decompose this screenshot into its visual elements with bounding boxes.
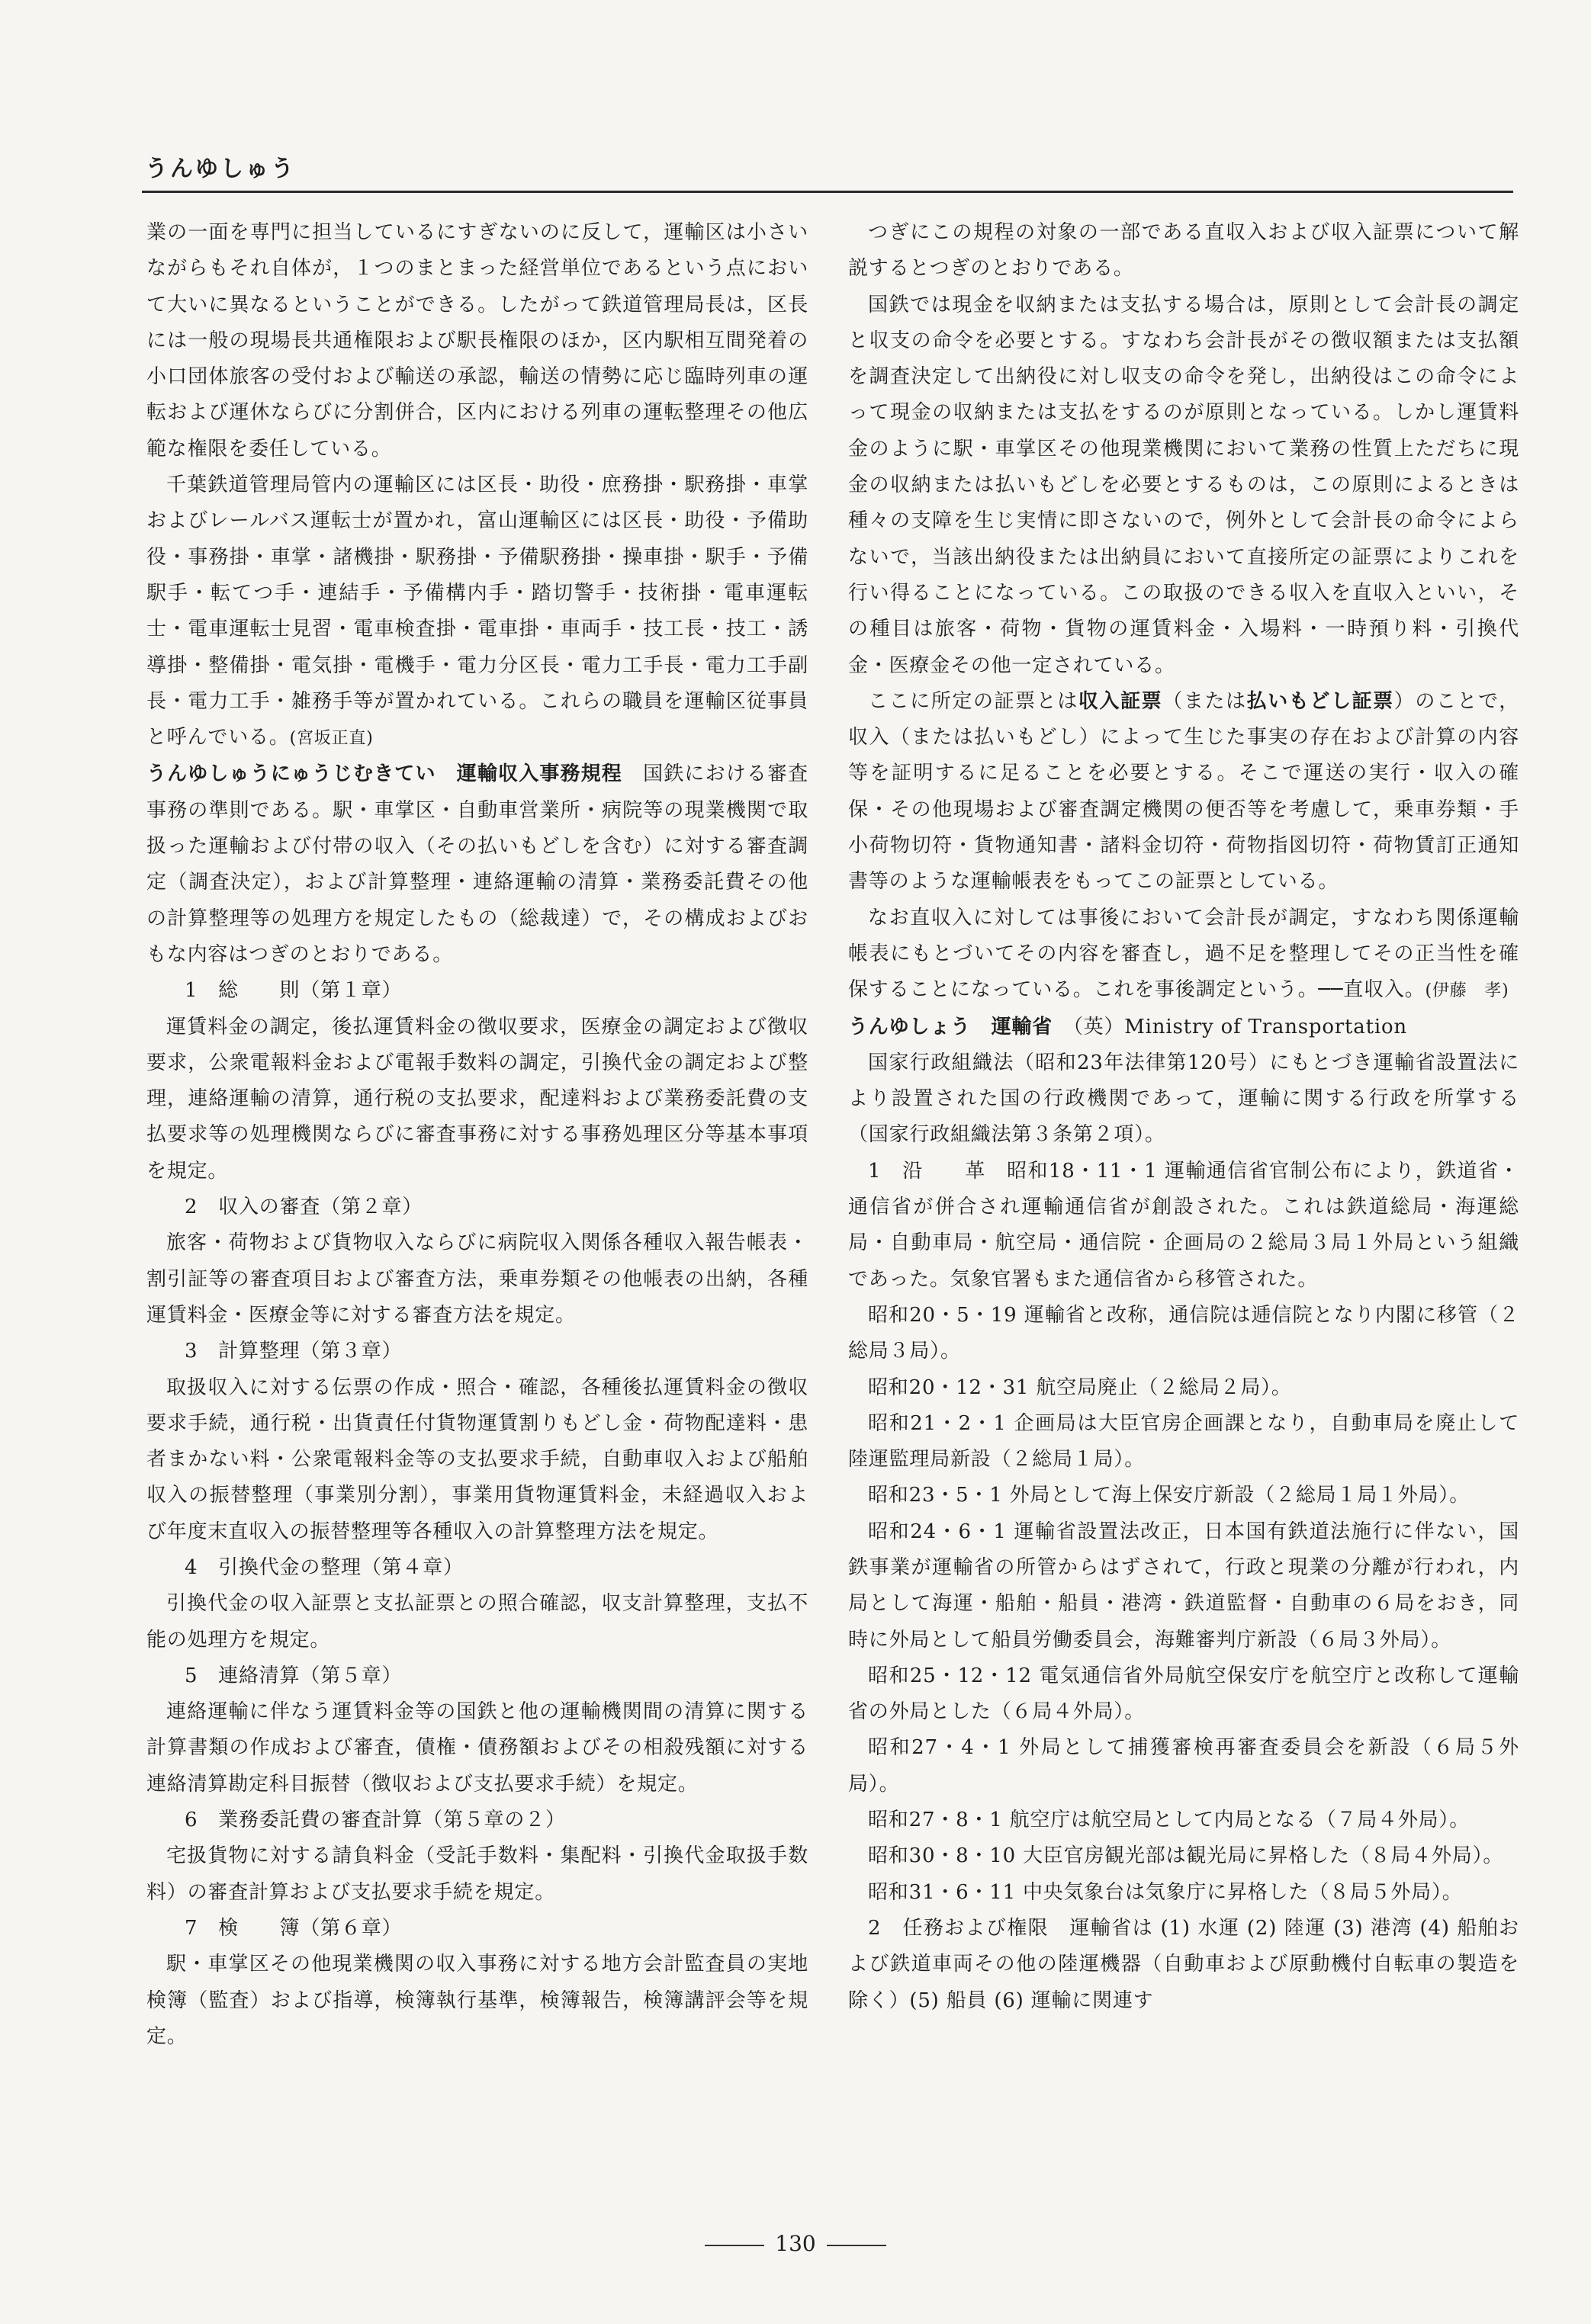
right-column bbox=[848, 215, 1519, 2019]
paragraph bbox=[146, 467, 808, 756]
paragraph bbox=[848, 1478, 1519, 1513]
paragraph-text: 引換代金の収入証票と支払証票との照合確認，収支計算整理，支払不能の処理方を規定。 bbox=[146, 1592, 808, 1652]
dictionary-entry bbox=[146, 756, 808, 973]
section-heading bbox=[146, 973, 808, 1009]
paragraph-text: 昭和25・12・12 電気通信省外局航空保安庁を航空庁と改称して運輸省の外局とした（６局４外局）。 bbox=[848, 1664, 1519, 1724]
section-heading bbox=[146, 1911, 808, 1947]
paragraph bbox=[146, 1838, 808, 1911]
paragraph-text: ）のことで，収入（または払いもどし）によって生じた事実の存在および計算の内容等を証明するに足ることを必要とする。そこで運送の実行・収入の確保・その他現場および審査調定機関の便否等を考慮して，乗車券類・手小荷物切符・貨物通知書・諸料金切符・荷物指図切符・荷物賃訂正通知書等のような運輸帳表をもってこの証票としている。 bbox=[848, 689, 1519, 894]
paragraph bbox=[848, 1875, 1519, 1911]
paragraph-text: 3 計算整理（第３章） bbox=[185, 1340, 403, 1363]
paragraph-text: 1 総 則（第１章） bbox=[185, 979, 403, 1003]
paragraph-text: 2 任務および権限 運輸省は (1) 水運 (2) 陸運 (3) 港湾 (4) 船舶および鉄道車両その他の陸運機器（自動車および原動機付自転車の製造を除く）(5) 船員 (6) 運輸に関連す bbox=[848, 1916, 1519, 2012]
entry-text: 国鉄における審査事務の準則である。駅・車掌区・自動車営業所・病院等の現業機関で取扱った運輸および付帯の収入（その払いもどしを含む）に対する審査調定（調査決定），および計算整理・連絡運輸の清算・業務委託費その他の計算整理等の処理方を規定したもの（総裁達）で，その構成およびおもな内容はつぎのとおりである。 bbox=[146, 762, 808, 966]
paragraph-text: 業の一面を専門に担当しているにすぎないのに反して，運輸区は小さいながらもそれ自体が，１つのまとまった経営単位であるという点において大いに異なるということができる。したがって鉄道管理局長は，区長には一般の現場長共通権限および駅長権限のほか，区内駅相互間発着の小口団体旅客の受付および輸送の承認，輸送の情勢に応じ臨時列車の運転および運休ならびに分割併合，区内における列車の運転整理その他広範な権限を委任している。 bbox=[146, 221, 808, 461]
paragraph-text: 国鉄では現金を収納または支払する場合は，原則として会計長の調定と収支の命令を必要とする。すなわち会計長がその徴収額または支払額を調査決定して出納役に対し収支の命令を発し，出納役はこの命令によって現金の収納または支払をするのが原則となっている。しかし運賃料金のように駅・車掌区その他現業機関において業務の性質上ただちに現金の収納または払いもどしを必要とするものは，この原則によるときは種々の支障を生じ実情に即さないので，例外として会計長の命令によらないで，当該出納役または出納員において直接所定の証票によりこれを行い得ることになっている。この取扱のできる収入を直収入といい，その種目は旅客・荷物・貨物の運賃料金・入場料・一時預り料・引換代金・医療金その他一定されている。 bbox=[848, 293, 1519, 677]
paragraph-text: 昭和30・8・10 大臣官房観光部は観光局に昇格した（８局４外局）。 bbox=[868, 1844, 1504, 1868]
section-heading bbox=[146, 1658, 808, 1694]
paragraph-text: ここに所定の証票とは bbox=[868, 689, 1078, 713]
paragraph-text: なお直収入に対しては事後において会計長が調定，すなわち関係運輸帳表にもとづいてその内容を審査し，過不足を整理してその正当性を確保することになっている。これを事後調定という。──直収入。 bbox=[848, 906, 1519, 1002]
paragraph-text: 昭和27・8・1 航空庁は航空局として内局となる（７局４外局）。 bbox=[868, 1809, 1470, 1832]
paragraph bbox=[848, 1911, 1519, 2019]
paragraph-text: 千葉鉄道管理局管内の運輸区には区長・助役・庶務掛・駅務掛・車掌およびレールバス運転士が置かれ，富山運輸区には区長・助役・予備助役・事務掛・車掌・諸機掛・駅務掛・予備駅務掛・操車掛・駅手・予備駅手・転てつ手・連結手・予備構内手・踏切警手・技術掛・電車運転士・電車運転士見習・電車検査掛・電車掛・車両手・技工長・技工・誘導掛・整備掛・電気掛・電機手・電力分区長・電力工手長・電力工手副長・電力工手・雑務手等が置かれている。これらの職員を運輸区従事員と呼んでいる。 bbox=[146, 473, 808, 750]
entry-text: （英）Ministry of Transportation bbox=[1072, 1015, 1407, 1038]
section-heading bbox=[146, 1189, 808, 1225]
header-rule bbox=[142, 191, 1513, 193]
paragraph bbox=[146, 1694, 808, 1802]
page-number bbox=[0, 2231, 1591, 2256]
running-head: うんゆしゅう bbox=[145, 156, 296, 182]
paragraph-text: 国家行政組織法（昭和23年法律第120号）にもとづき運輸省設置法により設置された国の行政機関であって，運輸に関する行政を所掌する（国家行政組織法第３条第２項）。 bbox=[848, 1051, 1519, 1147]
paragraph-text: 昭和20・5・19 運輸省と改称，通信院は逓信院となり内閣に移管（２総局３局）。 bbox=[848, 1303, 1519, 1363]
paragraph-text: 昭和27・4・1 外局として捕獲審検再審査委員会を新設（６局５外局）。 bbox=[848, 1736, 1519, 1796]
paragraph bbox=[848, 900, 1519, 1010]
paragraph-text: 旅客・荷物および貨物収入ならびに病院収入関係各種収入報告帳表・割引証等の審査項目および審査方法，乗車券類その他帳表の出納，各種運賃料金・医療金等に対する審査方法を規定。 bbox=[146, 1231, 808, 1327]
paragraph bbox=[146, 1010, 808, 1189]
paragraph bbox=[848, 1298, 1519, 1370]
paragraph bbox=[146, 1586, 808, 1658]
paragraph-text: 昭和24・6・1 運輸省設置法改正，日本国有鉄道法施行に伴ない，国鉄事業が運輸省の所管からはずされて，行政と現業の分離が行われ，内局として海運・船舶・船員・港湾・鉄道監督・自動車の６局をおき，同時に外局として船員労働委員会，海難審判庁新設（６局３外局）。 bbox=[848, 1520, 1519, 1652]
bold-term: 払いもどし証票 bbox=[1246, 689, 1394, 713]
section-heading bbox=[146, 1334, 808, 1369]
paragraph bbox=[146, 215, 808, 467]
paragraph bbox=[848, 215, 1519, 287]
page-number-text: 130 bbox=[775, 2231, 816, 2256]
section-heading bbox=[146, 1802, 808, 1838]
paragraph bbox=[848, 287, 1519, 684]
bold-term: 収入証票 bbox=[1078, 689, 1163, 713]
dictionary-entry bbox=[848, 1010, 1519, 1045]
author-signature: (宮坂正直) bbox=[289, 729, 374, 749]
entry-headword: うんゆしゅうにゅうじむきてい bbox=[146, 762, 436, 786]
paragraph bbox=[848, 1370, 1519, 1406]
folio-dash-left bbox=[705, 2245, 764, 2246]
paragraph bbox=[848, 1838, 1519, 1874]
paragraph-text: 1 沿 革 昭和18・11・1 運輸通信省官制公布により，鉄道省・通信省が併合され運輸通信省が創設された。これは鉄道総局・海運総局・自動車局・航空局・通信院・企画局の２総局３局１外局という組織であった。気象官署もまた通信省から移管された。 bbox=[848, 1159, 1519, 1291]
paragraph-text: 連絡運輸に伴なう運賃料金等の国鉄と他の運輸機関間の清算に関する計算書類の作成および審査，債権・債務額およびその相殺残額に対する連絡清算勘定科目振替（徴収および支払要求手続）を規定。 bbox=[146, 1700, 808, 1796]
paragraph-text: 宅扱貨物に対する請負料金（受託手数料・集配料・引換代金取扱手数料）の審査計算および支払要求手続を規定。 bbox=[146, 1844, 808, 1904]
paragraph-text: 昭和20・12・31 航空局廃止（２総局２局）。 bbox=[868, 1375, 1292, 1399]
paragraph-text: 7 検 簿（第６章） bbox=[185, 1916, 403, 1940]
paragraph bbox=[848, 1406, 1519, 1478]
paragraph bbox=[848, 684, 1519, 900]
paragraph bbox=[848, 1730, 1519, 1802]
section-heading bbox=[146, 1550, 808, 1586]
paragraph-text: 2 収入の審査（第２章） bbox=[185, 1196, 423, 1219]
paragraph bbox=[848, 1045, 1519, 1154]
paragraph-text: 取扱収入に対する伝票の作成・照合・確認，各種後払運賃料金の徴収要求手続，通行税・出貨責任付貨物運賃割りもどし金・荷物配達料・患者まかない料・公衆電報料金等の支払要求手続，自動車収入および船舶収入の振替整理（事業別分割），事業用貨物運賃料金，未経過収入および年度末直収入の振替整理等各種収入の計算整理方法を規定。 bbox=[146, 1375, 808, 1543]
paragraph-text: 4 引換代金の整理（第４章） bbox=[185, 1555, 464, 1579]
entry-term: 運輸省 bbox=[991, 1015, 1053, 1038]
paragraph-text: 昭和23・5・1 外局として海上保安庁新設（２総局１局１外局）。 bbox=[868, 1484, 1470, 1507]
paragraph bbox=[146, 1947, 808, 2055]
paragraph bbox=[146, 1370, 808, 1550]
paragraph bbox=[848, 1154, 1519, 1298]
paragraph-text: つぎにこの規程の対象の一部である直収入および収入証票について解説するとつぎのとおりである。 bbox=[848, 221, 1519, 281]
paragraph-text: 6 業務委託費の審査計算（第５章の２） bbox=[185, 1809, 566, 1832]
paragraph-text: 駅・車掌区その他現業機関の収入事務に対する地方会計監査員の実地検簿（監査）および指導，検簿執行基準，検簿報告，検簿講評会等を規定。 bbox=[146, 1953, 808, 2048]
folio-dash-right bbox=[827, 2245, 886, 2246]
paragraph-text: 運賃料金の調定，後払運賃料金の徴収要求，医療金の調定および徴収要求，公衆電報料金および電報手数料の調定，引換代金の調定および整理，連絡運輸の清算，通行税の支払要求，配達料および業務委託費の支払要求等の処理機関ならびに審査事務に対する事務処理区分等基本事項を規定。 bbox=[146, 1015, 808, 1183]
author-signature: (伊藤 孝) bbox=[1425, 981, 1509, 1001]
entry-term: 運輸収入事務規程 bbox=[456, 762, 622, 786]
paragraph-text: 昭和31・6・11 中央気象台は気象庁に昇格した（８局５外局）。 bbox=[868, 1880, 1463, 1904]
left-column bbox=[146, 215, 808, 2055]
paragraph bbox=[848, 1802, 1519, 1838]
paragraph-text: （または bbox=[1162, 689, 1247, 713]
entry-headword: うんゆしょう bbox=[848, 1015, 971, 1038]
paragraph bbox=[848, 1514, 1519, 1658]
paragraph-text: 昭和21・2・1 企画局は大臣官房企画課となり，自動車局を廃止して陸運監理局新設（２総局１局）。 bbox=[848, 1411, 1519, 1472]
paragraph-text: 5 連絡清算（第５章） bbox=[185, 1664, 403, 1687]
paragraph bbox=[848, 1658, 1519, 1731]
paragraph bbox=[146, 1225, 808, 1334]
